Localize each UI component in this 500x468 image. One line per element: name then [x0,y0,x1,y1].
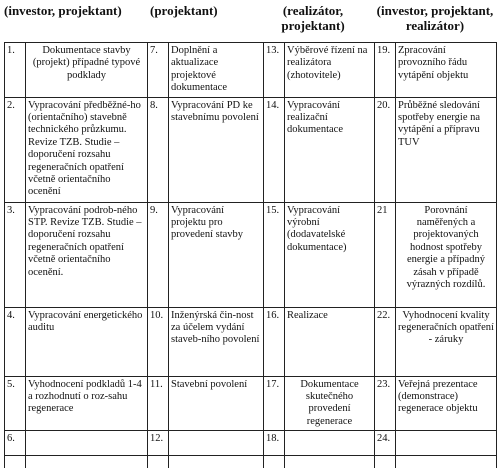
step-number: 19. [375,43,396,98]
step-number: 22. [375,307,396,376]
empty-cell [5,456,26,468]
step-number: 14. [264,97,285,202]
step-text: Zpracování provozního řádu vytápění objektu [396,43,497,98]
table-row [5,431,497,456]
step-text: Doplnění a aktualizace projektové dokumentace [169,43,264,98]
step-text: Stavební povolení [169,376,264,431]
step-number: 23. [375,376,396,431]
table-row [5,97,497,202]
step-text: Vypracování energetického auditu [26,307,148,376]
step-text: Porovnání naměřených a projektovaných hodnost spotřeby energie a případný zásah v případě výrazných rozdílů. [396,202,497,307]
step-number: 15. [264,202,285,307]
step-text [169,431,264,456]
empty-cell [396,456,497,468]
column-header-1 [4,3,139,45]
step-text: Inženýrská čin-nost za účelem vydání staveb-ního povolení [169,307,264,376]
step-text: Vypracování podrob-ného STP. Revize TZB. Studie –doporučení rozsahu regeneračních opatření včetně orientačního ocenění. [26,202,148,307]
step-text: Vypracování projektu pro provedení stavby [169,202,264,307]
step-number: 11. [148,376,169,431]
step-text: Realizace [285,307,375,376]
step-text [285,431,375,456]
step-number: 20. [375,97,396,202]
step-text: Dokumentace skutečného provedení regenerace [285,376,375,431]
empty-cell [264,456,285,468]
column-header-4-line-1: (investor, projektant, [376,3,494,18]
step-number: 18. [264,431,285,456]
step-number: 12. [148,431,169,456]
column-header-3 [258,3,368,45]
step-text: Vypracování PD ke stavebnímu povolení [169,97,264,202]
table-row [5,456,497,468]
step-number: 2. [5,97,26,202]
step-number: 6. [5,431,26,456]
step-text: Vypracování realizační dokumentace [285,97,375,202]
column-header-2-line-1: (projektant) [150,3,218,18]
step-number: 9. [148,202,169,307]
step-text: Výběrové řízení na realizátora (zhotovitele) [285,43,375,98]
empty-cell [148,456,169,468]
step-text [396,431,497,456]
step-text: Vyhodnocení kvality regeneračních opatření - záruky [396,307,497,376]
step-number: 13. [264,43,285,98]
step-number: 24. [375,431,396,456]
column-header-1-line-1: (investor, projektant) [4,3,122,18]
step-number: 21 [375,202,396,307]
column-header-2 [150,3,250,45]
step-text [26,431,148,456]
column-header-4 [372,3,498,45]
step-text: Veřejná prezentace (demonstrace) regenerace objektu [396,376,497,431]
step-number: 3. [5,202,26,307]
column-header-3-line-1: (realizátor, [282,3,344,18]
step-number: 5. [5,376,26,431]
process-steps-table [4,42,497,468]
step-number: 1. [5,43,26,98]
empty-cell [285,456,375,468]
table-row [5,376,497,431]
table-row [5,43,497,98]
column-header-4-line-2: realizátor) [405,18,465,33]
step-text: Vypracování výrobní (dodavatelské dokumentace) [285,202,375,307]
empty-cell [26,456,148,468]
step-number: 10. [148,307,169,376]
empty-cell [169,456,264,468]
step-number: 17. [264,376,285,431]
empty-cell [375,456,396,468]
step-number: 8. [148,97,169,202]
step-number: 7. [148,43,169,98]
step-text: Vyhodnocení podkladů 1-4 a rozhodnutí o roz-sahu regenerace [26,376,148,431]
table-row [5,307,497,376]
step-text: Dokumentace stavby (projekt) případné typové podklady [26,43,148,98]
table-row [5,202,497,307]
step-text: Průběžné sledování spotřeby energie na vytápění a přípravu TUV [396,97,497,202]
step-number: 4. [5,307,26,376]
column-header-3-line-2: projektant) [281,18,345,33]
step-text: Vypracování předběžné-ho (orientačního) stavebně technického průzkumu. Revize TZB. Studie – doporučení rozsahu regeneračních opatření včetně orientačního ocenění [26,97,148,202]
step-number: 16. [264,307,285,376]
